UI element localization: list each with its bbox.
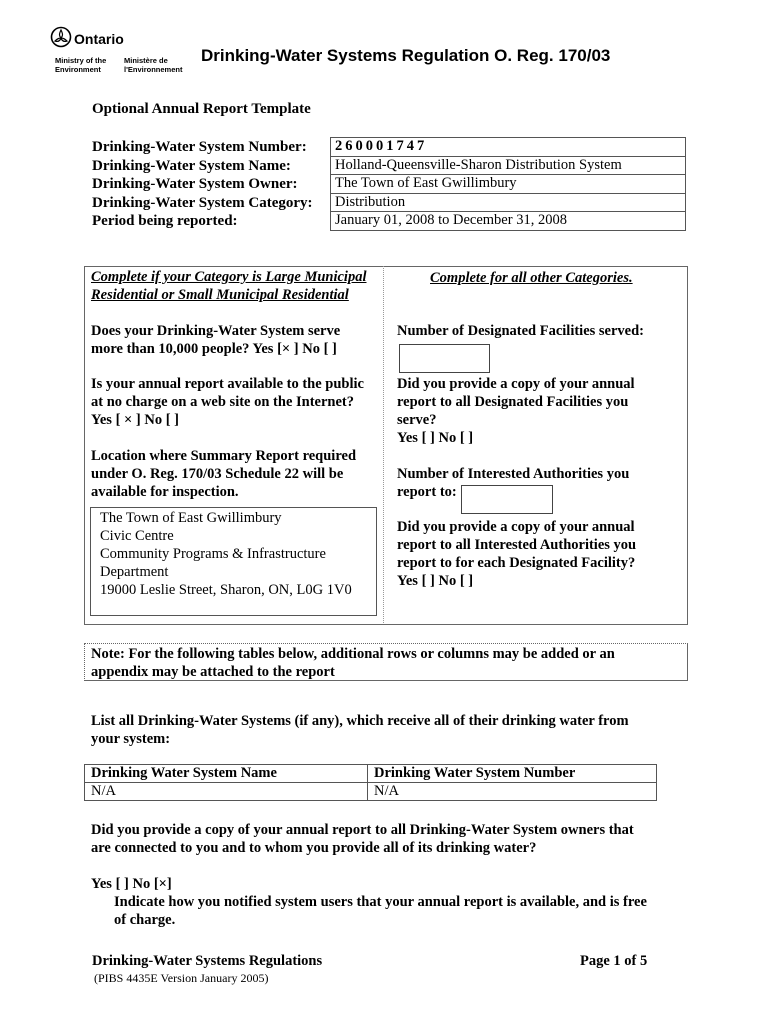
question-line: Does your Drinking-Water System serve (91, 323, 341, 339)
notification-question (114, 893, 684, 929)
question-line: Yes [ ] No [ ] (397, 573, 474, 589)
question-line: are connected to you and to whom you provide all of its drinking water? (91, 840, 537, 856)
question-line: at no charge on a web site on the Internet? (91, 394, 354, 410)
question-line: Location where Summary Report required (91, 448, 357, 464)
logo-wordmark: Ontario (74, 31, 124, 47)
owners-answer: Yes [ ] No [×] (91, 876, 172, 892)
address-line: The Town of East Gwillimbury (100, 510, 282, 526)
left-column-heading (91, 268, 383, 304)
location-question (91, 447, 383, 501)
system-number-value: 260001747 (331, 138, 686, 157)
authorities-copy-question (397, 518, 682, 590)
owners-question (91, 821, 681, 857)
receiving-systems-table (84, 764, 657, 801)
note-text (91, 645, 681, 681)
table-cell: N/A (85, 783, 368, 801)
ministry-en-line: Environment (55, 65, 101, 74)
system-info-labels (92, 138, 313, 231)
column-header: Drinking Water System Number (368, 765, 657, 783)
trillium-icon (50, 26, 72, 48)
ministry-fr-line: l'Environnement (124, 65, 183, 74)
facilities-count-field[interactable] (399, 344, 490, 373)
address-line: 19000 Leslie Street, Sharon, ON, L0G 1V0 (100, 582, 352, 598)
column-header: Drinking Water System Name (85, 765, 368, 783)
ministry-name-en (55, 56, 106, 74)
question-line: more than 10,000 people? Yes [× ] No [ ] (91, 341, 337, 357)
ministry-name-fr (124, 56, 182, 74)
list-systems-question (91, 712, 681, 748)
category-divider (383, 266, 384, 623)
address-line: Community Programs & Infrastructure (100, 546, 326, 562)
facilities-copy-question (397, 375, 682, 447)
question-line: report to: (397, 484, 457, 500)
info-label: Drinking-Water System Category: (92, 194, 313, 211)
footer-version: (PIBS 4435E Version January 2005) (94, 971, 269, 985)
question-line: Yes [ ] No [ ] (397, 430, 474, 446)
question-line: Did you provide a copy of your annual (397, 519, 635, 535)
question-line: available for inspection. (91, 484, 239, 500)
info-label: Period being reported: (92, 213, 238, 229)
question-line: List all Drinking-Water Systems (if any), which receive all of their drinking water from (91, 713, 629, 729)
table-cell: N/A (368, 783, 657, 801)
question-line: report to all Interested Authorities you (397, 537, 637, 553)
info-label: Drinking-Water System Number: (92, 139, 307, 155)
authorities-count-field[interactable] (461, 485, 553, 514)
question-line: Yes [ × ] No [ ] (91, 412, 179, 428)
address-line: Civic Centre (100, 528, 174, 544)
question-line: Indicate how you notified system users that your annual report is available, and is free (114, 894, 647, 910)
system-info-table (330, 137, 686, 231)
system-name-value: Holland-Queensville-Sharon Distribution System (331, 156, 686, 175)
system-category-value: Distribution (331, 193, 686, 212)
population-question (91, 322, 383, 358)
info-label: Drinking-Water System Name: (92, 157, 291, 174)
footer-title: Drinking-Water Systems Regulations (92, 953, 323, 969)
question-line: Did you provide a copy of your annual report to all Drinking-Water System owners that (91, 822, 634, 838)
question-line: under O. Reg. 170/03 Schedule 22 will be (91, 466, 344, 482)
heading-line: Complete if your Category is Large Municipal (91, 269, 367, 285)
ministry-en-line: Ministry of the (55, 56, 107, 65)
question-line: report to all Designated Facilities you (397, 394, 629, 410)
facilities-label: Number of Designated Facilities served: (397, 323, 644, 339)
info-label: Drinking-Water System Owner: (92, 176, 298, 192)
question-line: report to for each Designated Facility? (397, 555, 636, 571)
question-line: of charge. (114, 912, 176, 928)
question-line: your system: (91, 731, 171, 747)
table-header-row (85, 765, 657, 783)
heading-line: Residential or Small Municipal Residential (91, 287, 349, 303)
section-title: Optional Annual Report Template (92, 101, 311, 117)
question-line: Number of Interested Authorities you (397, 466, 630, 482)
document-title: Drinking-Water Systems Regulation O. Reg. 170/03 (201, 46, 611, 65)
note-line: Note: For the following tables below, additional rows or columns may be added or an (91, 646, 615, 662)
address-line: Department (100, 564, 169, 580)
table-row (85, 783, 657, 801)
period-value: January 01, 2008 to December 31, 2008 (331, 212, 686, 231)
question-line: Is your annual report available to the public (91, 376, 364, 392)
question-line: serve? (397, 412, 437, 428)
address-text (100, 509, 352, 599)
note-line: appendix may be attached to the report (91, 664, 335, 680)
right-column-heading: Complete for all other Categories. (430, 270, 633, 286)
question-line: Did you provide a copy of your annual (397, 376, 635, 392)
page-number: Page 1 of 5 (580, 953, 648, 969)
system-owner-value: The Town of East Gwillimbury (331, 175, 686, 194)
ministry-fr-line: Ministère de (124, 56, 168, 65)
web-availability-question (91, 375, 383, 429)
